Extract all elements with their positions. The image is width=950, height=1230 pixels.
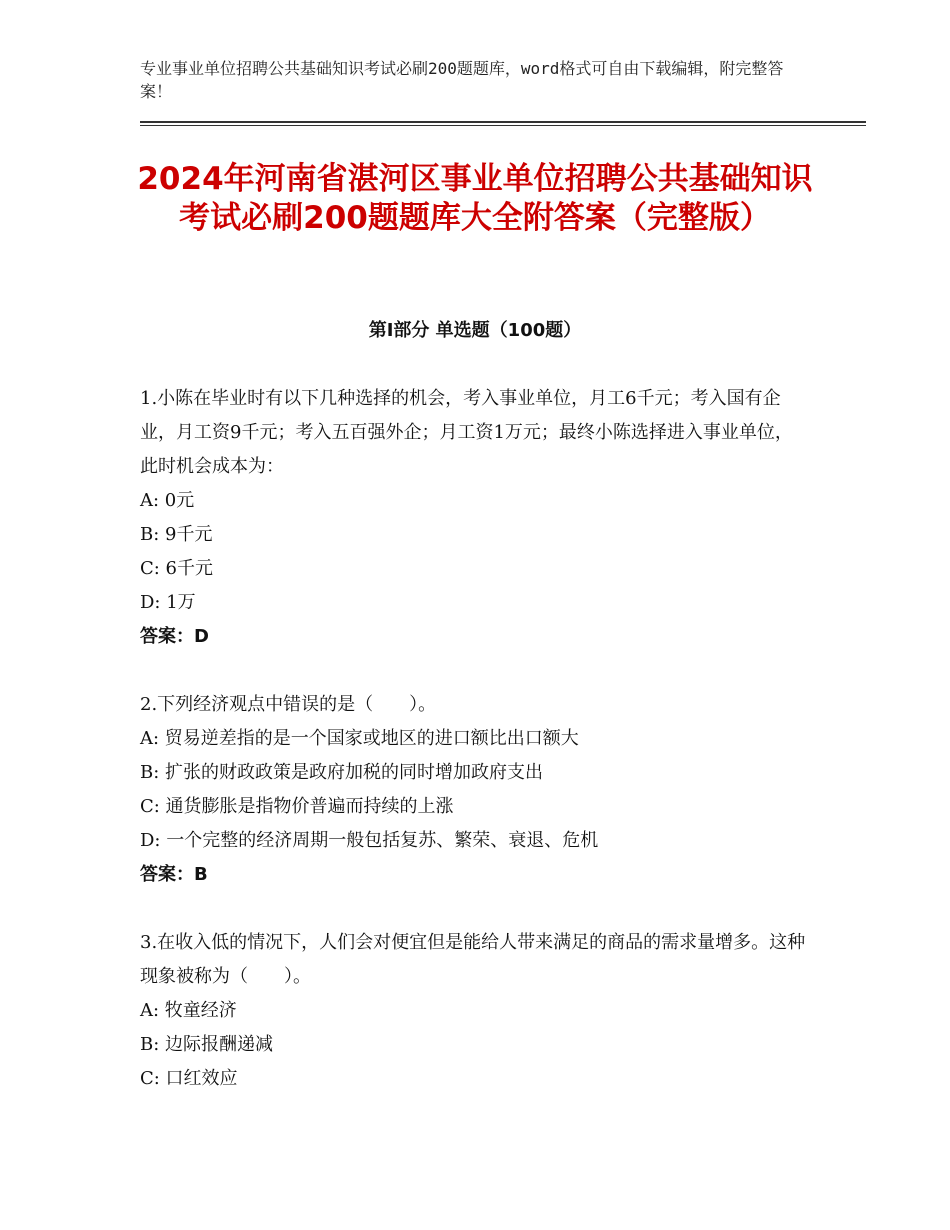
option-c: C: 6千元 [140, 558, 214, 579]
option-b: B: 边际报酬递减 [140, 1034, 274, 1055]
option-d: D: 一个完整的经济周期一般包括复苏、繁荣、衰退、危机 [140, 830, 599, 851]
question-3 [140, 926, 810, 1096]
document-title: 2024年河南省湛河区事业单位招聘公共基础知识考试必刷200题题库大全附答案（完整版） [137, 161, 813, 236]
option-c: C: 通货膨胀是指物价普遍而持续的上涨 [140, 796, 454, 817]
question-stem: 3.在收入低的情况下，人们会对便宜但是能给人带来满足的商品的需求量增多。这种现象被称为（ ）。 [140, 932, 806, 987]
header-divider-thick [140, 121, 866, 123]
header-divider-thin [140, 125, 866, 126]
section-title: 第Ⅰ部分 单选题（100题） [368, 320, 582, 341]
question-stem: 1.小陈在毕业时有以下几种选择的机会，考入事业单位，月工6千元；考入国有企业，月工资9千元；考入五百强外企；月工资1万元；最终小陈选择进入事业单位，此时机会成本为： [140, 388, 793, 477]
option-a: A: 牧童经济 [140, 1000, 237, 1021]
question-list [140, 382, 810, 1130]
option-b: B: 9千元 [140, 524, 213, 545]
option-d: D: 1万 [140, 592, 196, 613]
option-b: B: 扩张的财政政策是政府加税的同时增加政府支出 [140, 762, 544, 783]
option-c: C: 口红效应 [140, 1068, 238, 1089]
question-1 [140, 382, 810, 654]
option-a: A: 0元 [140, 490, 195, 511]
question-stem: 2.下列经济观点中错误的是（ ）。 [140, 694, 437, 715]
header-note: 专业事业单位招聘公共基础知识考试必刷200题题库，word格式可自由下载编辑，附完整答案！ [140, 59, 784, 101]
answer-label: 答案：D [140, 626, 209, 647]
option-a: A: 贸易逆差指的是一个国家或地区的进口额比出口额大 [140, 728, 579, 749]
question-2 [140, 688, 810, 892]
answer-label: 答案：B [140, 864, 208, 885]
